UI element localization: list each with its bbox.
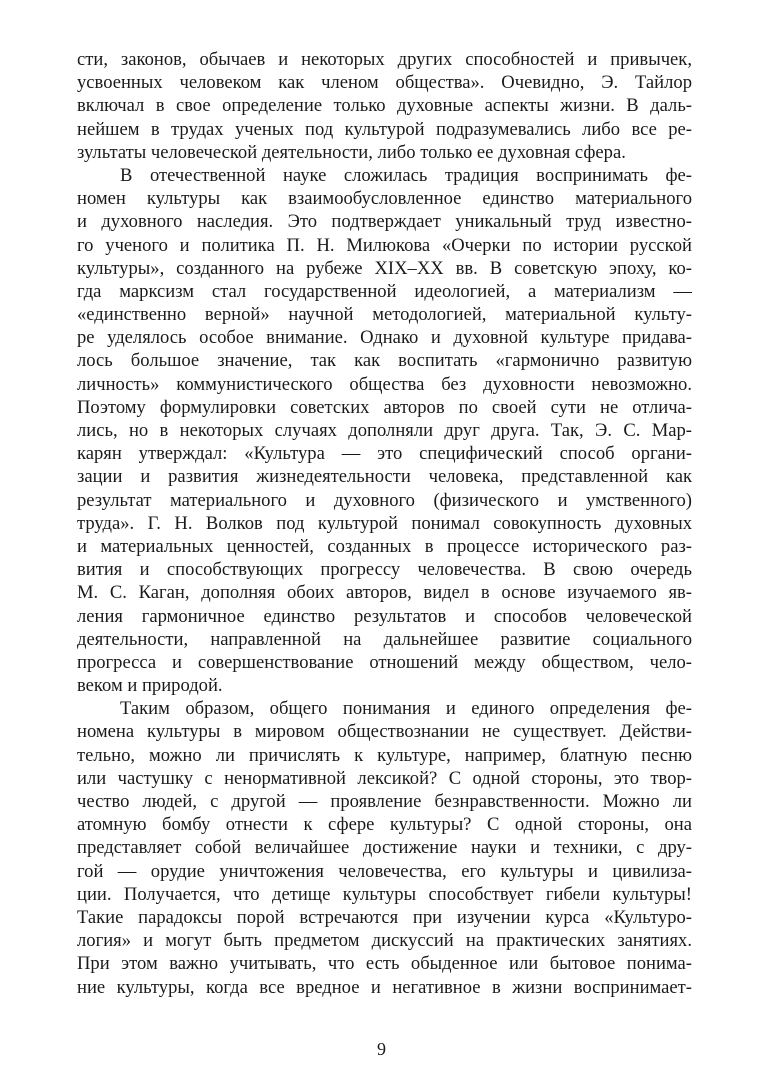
text-line: Таким образом, общего понимания и единого определения фе-	[120, 698, 692, 720]
paragraph	[77, 48, 692, 164]
text-line: нейшем в трудах ученых под культурой подразумевались либо все ре-	[77, 118, 692, 140]
text-line: ления гармоничное единство результатов и способов человеческой	[77, 605, 692, 627]
text-line: логия» и могут быть предметом дискуссий на практических занятиях.	[77, 930, 692, 952]
text-line: М. С. Каган, дополняя обоих авторов, видел в основе изучаемого яв-	[77, 582, 692, 604]
text-line: лось большое значение, так как воспитать «гармонично развитую	[77, 350, 692, 372]
text-line: вития и способствующих прогрессу человечества. В свою очередь	[77, 559, 692, 581]
text-line: прогресса и совершенствование отношений между обществом, чело-	[77, 651, 692, 673]
text-line: ре уделялось особое внимание. Однако и духовной культуре придава-	[77, 327, 692, 349]
text-line: ние культуры, когда все вредное и негативное в жизни воспринимает-	[77, 976, 692, 998]
text-line: Поэтому формулировки советских авторов по своей сути не отлича-	[77, 396, 692, 418]
text-line: зультаты человеческой деятельности, либо только ее духовная сфера.	[77, 141, 626, 163]
paragraph	[77, 164, 692, 697]
text-line: веком и природой.	[77, 675, 223, 697]
text-line: ции. Получается, что детище культуры способствует гибели культуры!	[77, 883, 692, 905]
text-line: Такие парадоксы порой встречаются при изучении курса «Культуро-	[77, 906, 692, 928]
text-line: или частушку с ненормативной лексикой? С одной стороны, это твор-	[77, 767, 692, 789]
text-line: карян утверждал: «Культура — это специфический способ органи-	[77, 443, 692, 465]
text-line: включал в свое определение только духовные аспекты жизни. В даль-	[77, 95, 692, 117]
text-line: «единственно верной» научной методологией, материальной культу-	[77, 304, 692, 326]
text-line: чество людей, с другой — проявление безнравственности. Можно ли	[77, 791, 692, 812]
text-line: го ученого и политика П. Н. Милюкова «Очерки по истории русской	[77, 234, 692, 256]
text-line: и материальных ценностей, созданных в процессе исторического раз-	[77, 535, 692, 557]
text-line: гой — орудие уничтожения человечества, его культуры и цивилиза-	[77, 860, 692, 882]
text-line: тельно, можно ли причислять к культуре, например, блатную песню	[77, 744, 692, 766]
text-line: представляет собой величайшее достижение науки и техники, с дру-	[77, 837, 692, 859]
paragraph	[77, 697, 692, 998]
text-line: и духовного наследия. Это подтверждает уникальный труд известно-	[77, 211, 692, 233]
text-line: номена культуры в мировом обществознании не существует. Действи-	[77, 721, 692, 743]
text-line: сти, законов, обычаев и некоторых других способностей и привычек,	[77, 49, 692, 70]
text-line: труда». Г. Н. Волков под культурой понимал совокупность духовных	[77, 512, 692, 534]
text-line: При этом важно учитывать, что есть обыденное или бытовое понима-	[77, 953, 692, 975]
text-line: атомную бомбу отнести к сфере культуры? С одной стороны, она	[77, 814, 692, 836]
text-line: зации и развития жизнедеятельности человека, представленной как	[77, 466, 692, 488]
text-line: В отечественной науке сложилась традиция воспринимать фе-	[120, 164, 692, 186]
body-text	[77, 48, 692, 999]
text-line: лись, но в некоторых случаях дополняли друг друга. Так, Э. С. Мар-	[77, 420, 692, 441]
text-line: деятельности, направленной на дальнейшее развитие социального	[77, 628, 692, 650]
text-line: номен культуры как взаимообусловленное единство материального	[77, 188, 692, 210]
page-number: 9	[377, 1039, 386, 1059]
text-line: личность» коммунистического общества без духовности невозможно.	[77, 373, 692, 395]
text-line: культуры», созданного на рубеже XIX–XX вв. В советскую эпоху, ко-	[77, 257, 692, 279]
text-line: результат материального и духовного (физического и умственного)	[77, 489, 692, 511]
text-line: усвоенных человеком как членом общества». Очевидно, Э. Тайлор	[77, 72, 692, 94]
text-line: гда марксизм стал государственной идеологией, а материализм —	[77, 280, 692, 302]
